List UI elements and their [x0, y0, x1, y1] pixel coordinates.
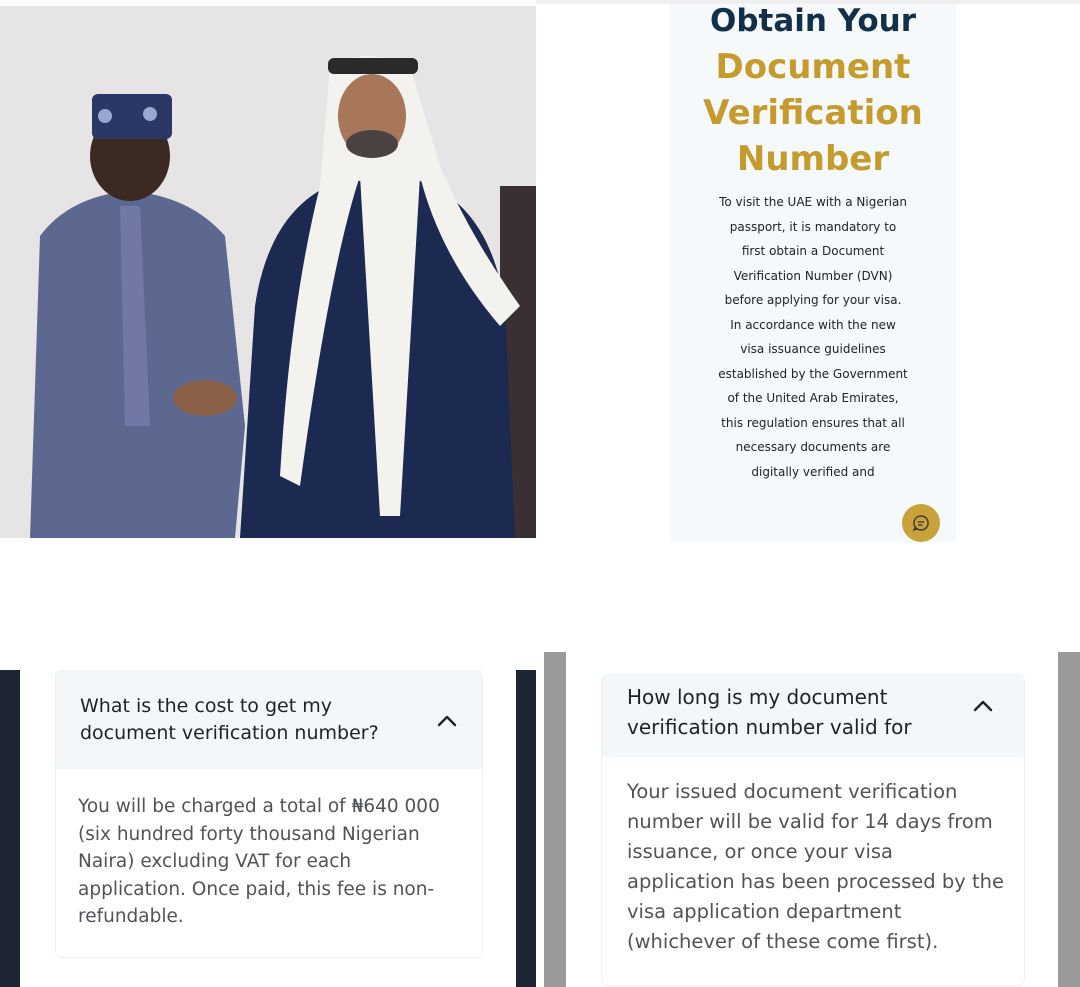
- article-title-line-1: Obtain Your: [709, 4, 917, 39]
- article-body-text: To visit the UAE with a Nigerian passport, it is mandatory to first obtain a Document Verification Number (DVN) before applying for your visa. In accordance with the new visa issuance guidelines established by the Government of the United Arab Emirates, this regulation ensures that all necessary documents are digitally verified and: [718, 195, 908, 479]
- chat-button[interactable]: [902, 504, 940, 542]
- page-edge-right-grey: [1058, 652, 1080, 987]
- article-title-line-2: Document: [715, 47, 911, 87]
- dvn-article-card: [670, 4, 956, 542]
- chat-icon: [912, 514, 930, 532]
- page-edge-left-grey: [544, 652, 566, 987]
- dvn-article-panel: [536, 0, 1080, 538]
- faq-cost-header[interactable]: [56, 671, 482, 769]
- faq-item-cost: [56, 671, 482, 957]
- article-title-line-3: Verification: [703, 93, 923, 133]
- faq-validity-question: How long is my document verification number valid for: [627, 685, 912, 739]
- handshake-photo: [0, 6, 536, 538]
- faq-validity-header[interactable]: [602, 675, 1024, 757]
- article-title: [670, 4, 956, 182]
- faq-cost-question: What is the cost to get my document verification number?: [80, 695, 379, 744]
- page-edge-left: [0, 670, 20, 987]
- page-edge-right: [516, 670, 536, 987]
- faq-cost-answer: You will be charged a total of ₦640 000 (six hundred forty thousand Nigerian Naira) excluding VAT for each application. Once paid, this fee is non-refundable.: [78, 796, 440, 927]
- faq-item-validity: [602, 675, 1024, 985]
- chevron-up-icon[interactable]: [436, 713, 458, 727]
- faq-validity-answer: Your issued document verification number will be valid for 14 days from issuance, or once your visa application has been processed by the visa application department (whichever of these come first).: [627, 780, 1004, 953]
- article-title-line-4: Number: [736, 139, 890, 179]
- chevron-up-icon[interactable]: [972, 698, 994, 712]
